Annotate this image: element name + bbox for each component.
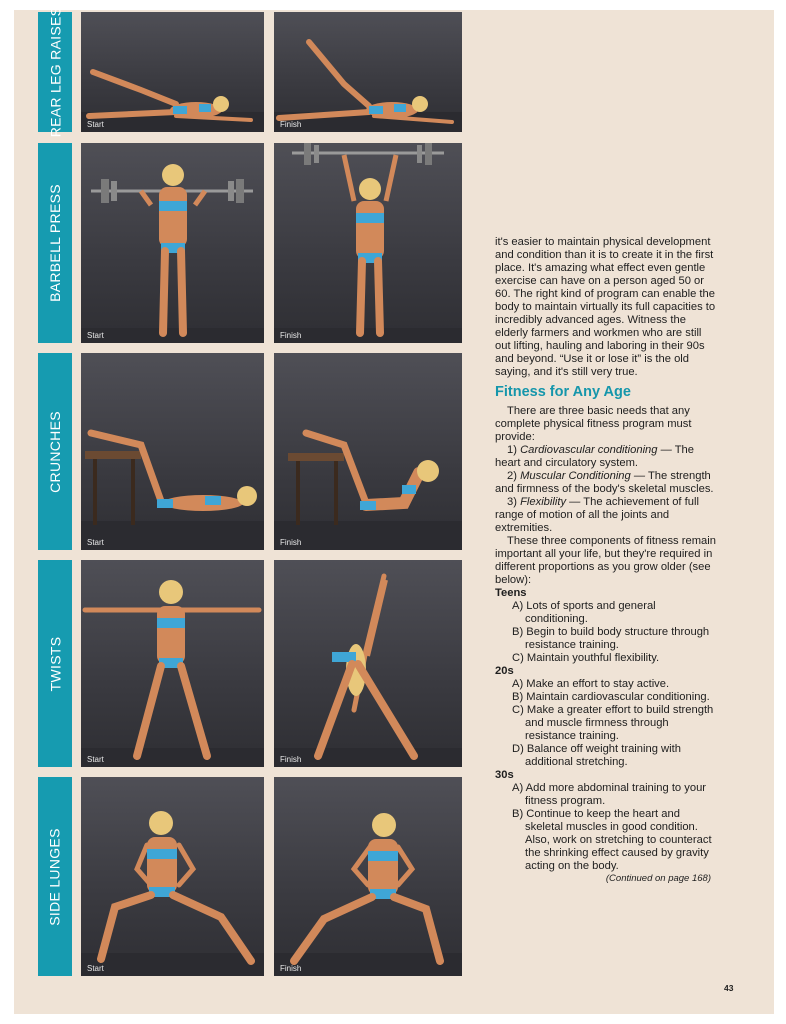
need-item xyxy=(495,496,717,535)
need-description: The heart and circulatory system. xyxy=(495,444,694,469)
need-number: 3) xyxy=(507,496,517,508)
figure-illustration xyxy=(274,12,462,132)
photo-caption-finish: Finish xyxy=(280,331,302,340)
photo-barbell-press-finish xyxy=(274,143,462,343)
figure-illustration xyxy=(274,143,462,343)
photo-caption-start: Start xyxy=(87,331,104,340)
list-item: A) Make an effort to stay active. xyxy=(512,678,670,690)
exercise-label-crunches xyxy=(38,353,72,550)
list-item: B) Continue to keep the heart and skeletal muscles in good condition. Also, work on stretching to counteract the shrinking effect caused by gravity acting on the body. xyxy=(512,808,712,872)
page-number: 43 xyxy=(724,983,734,993)
photo-rear-leg-raises-start xyxy=(81,12,264,132)
figure-illustration xyxy=(81,353,264,550)
photo-barbell-press-start xyxy=(81,143,264,343)
photo-caption-start: Start xyxy=(87,538,104,547)
exercise-label-text: TWISTS xyxy=(47,636,63,691)
article-column xyxy=(495,236,717,885)
list-item: A) Add more abdominal training to your fitness program. xyxy=(512,782,707,807)
photo-caption-finish: Finish xyxy=(280,755,302,764)
list-item: A) Lots of sports and general conditioning. xyxy=(512,600,656,625)
photo-side-lunges-start xyxy=(81,777,264,976)
exercise-label-rear-leg-raises xyxy=(38,6,72,138)
photo-twists-start xyxy=(81,560,264,767)
exercise-label-text: SIDE LUNGES xyxy=(47,827,64,926)
need-item xyxy=(495,444,717,470)
figure-illustration xyxy=(274,560,462,767)
age-group-label: Teens xyxy=(495,587,527,599)
photo-caption-start: Start xyxy=(87,120,104,129)
photo-side-lunges-finish xyxy=(274,777,462,976)
photo-caption-finish: Finish xyxy=(280,120,302,129)
list-item: C) Make a greater effort to build strength and muscle firmness through resistance training. xyxy=(512,704,714,742)
article-paragraph: There are three basic needs that any complete physical fitness program must provide: xyxy=(495,405,692,443)
continued-note: (Continued on page 168) xyxy=(605,873,711,884)
photo-caption-start: Start xyxy=(87,755,104,764)
exercise-label-text: CRUNCHES xyxy=(47,410,63,493)
photo-twists-finish xyxy=(274,560,462,767)
figure-illustration xyxy=(81,560,264,767)
need-description: The achievement of full range of motion of all the joints and extremities. xyxy=(495,496,699,534)
need-term: Cardiovascular conditioning — xyxy=(520,444,672,456)
photo-caption-finish: Finish xyxy=(280,964,302,973)
list-item: B) Maintain cardiovascular conditioning. xyxy=(512,691,710,703)
photo-crunches-start xyxy=(81,353,264,550)
list-item: D) Balance off weight training with additional stretching. xyxy=(512,743,681,768)
need-term: Flexibility — xyxy=(520,496,581,508)
exercise-label-side-lunges xyxy=(38,777,72,976)
age-group-label: 20s xyxy=(495,665,514,677)
figure-illustration xyxy=(81,777,264,976)
figure-illustration xyxy=(274,777,462,976)
figure-illustration xyxy=(81,143,264,343)
photo-crunches-finish xyxy=(274,353,462,550)
photo-caption-finish: Finish xyxy=(280,538,302,547)
list-item: C) Maintain youthful flexibility. xyxy=(512,652,660,664)
exercise-label-text: REAR LEG RAISES xyxy=(47,6,64,138)
article-paragraph: These three components of fitness remain important all your life, but they're required in different proportions as you grow older (see below): xyxy=(495,535,716,586)
need-description: The strength and firmness of the body's skeletal muscles. xyxy=(495,470,714,495)
age-group-label: 30s xyxy=(495,769,514,781)
photo-rear-leg-raises-finish xyxy=(274,12,462,132)
figure-illustration xyxy=(81,12,264,132)
need-number: 1) xyxy=(507,444,517,456)
exercise-label-barbell-press xyxy=(38,143,72,343)
photo-caption-start: Start xyxy=(87,964,104,973)
list-item: B) Begin to build body structure through resistance training. xyxy=(512,626,710,651)
article-intro: it's easier to maintain physical development and condition than it is to create it in the first place. It's amazing what effect even gentle exercise can have on a person aged 50 or 60. The right kind of program can enable the body to maintain virtually its full capacities to incredibly advanced ages. Witness the elderly farmers and workmen who are still out lifting, hauling and laboring in their 90s and beyond. “Use it or lose it” is the old saying, and it's still very true. xyxy=(495,236,716,378)
need-term: Muscular Conditioning — xyxy=(520,470,646,482)
exercise-label-twists xyxy=(38,560,72,767)
figure-illustration xyxy=(274,353,462,550)
exercise-label-text: BARBELL PRESS xyxy=(47,184,63,302)
need-item xyxy=(495,470,717,496)
section-heading: Fitness for Any Age xyxy=(495,384,631,400)
need-number: 2) xyxy=(507,470,517,482)
